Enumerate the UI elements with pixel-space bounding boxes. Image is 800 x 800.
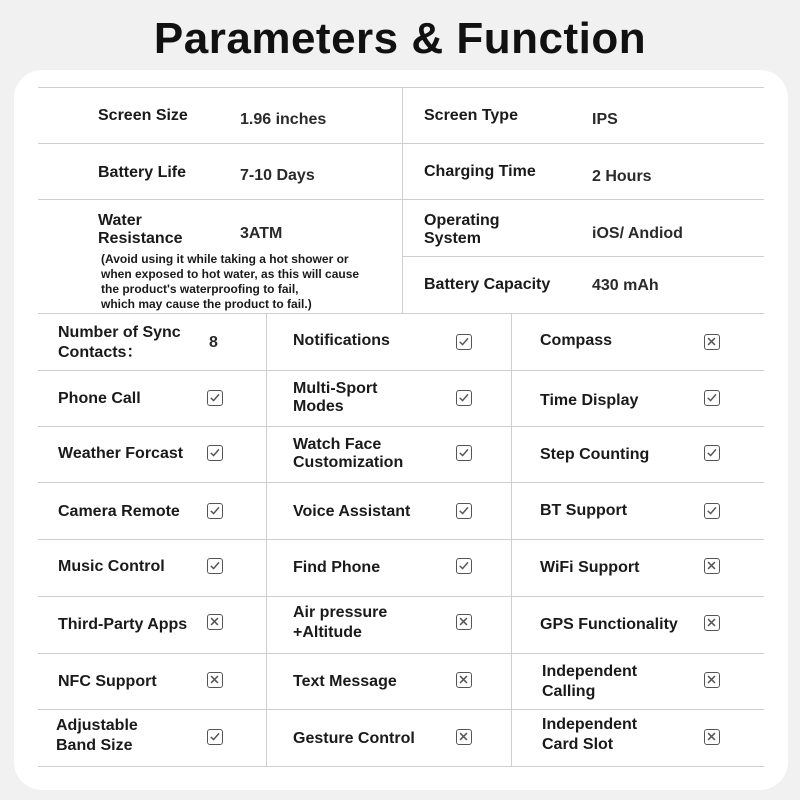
os-value: iOS/ Andiod [592,225,683,242]
checkbox-checked-icon [207,729,223,745]
weather-label: Weather Forcast [58,445,184,462]
multi-sport-label-2: Modes [293,398,344,415]
checkbox-checked-icon [456,390,472,406]
gps-label: GPS Functionality [540,616,678,633]
checkbox-checked-icon [704,390,720,406]
nfc-label: NFC Support [58,673,157,690]
notifications-label: Notifications [293,332,390,349]
sync-contacts-label-2: Contacts： [58,344,143,361]
checkbox-crossed-icon [456,672,472,688]
step-counting-label: Step Counting [540,446,650,463]
os-label-1: Operating [424,212,500,229]
checkbox-crossed-icon [704,615,720,631]
gesture-control-label: Gesture Control [293,730,415,747]
air-pressure-label-2: +Altitude [293,624,362,641]
checkbox-crossed-icon [704,729,720,745]
band-size-label-1: Adjustable [56,717,138,734]
screen-size-label: Screen Size [98,107,188,124]
text-message-label: Text Message [293,673,397,690]
water-note-line: which may cause the product to fail.) [101,297,312,311]
multi-sport-label-1: Multi-Sport [293,380,378,397]
independent-calling-label-1: Independent [542,663,638,680]
water-resistance-label-1: Water [98,212,142,229]
compass-label: Compass [540,332,613,349]
air-pressure-label-1: Air pressure [293,604,388,621]
water-resistance-value: 3ATM [240,225,283,242]
os-label-2: System [424,230,481,247]
watch-face-label-1: Watch Face [293,436,382,453]
screen-type-label: Screen Type [424,107,518,124]
checkbox-checked-icon [456,445,472,461]
sync-contacts-value: 8 [209,334,218,351]
screen-size-value: 1.96 inches [240,111,327,128]
charging-time-value: 2 Hours [592,168,652,185]
independent-calling-label-2: Calling [542,683,596,700]
page-title: Parameters & Function [153,14,647,63]
battery-capacity-label: Battery Capacity [424,276,551,293]
card-slot-label-2: Card Slot [542,736,614,753]
checkbox-crossed-icon [456,614,472,630]
checkbox-checked-icon [456,558,472,574]
checkbox-checked-icon [704,445,720,461]
music-control-label: Music Control [58,558,165,575]
checkbox-checked-icon [207,390,223,406]
third-party-apps-label: Third-Party Apps [58,616,188,633]
checkbox-checked-icon [456,503,472,519]
water-note-line: (Avoid using it while taking a hot shower or [101,252,349,266]
time-display-label: Time Display [540,392,639,409]
checkbox-checked-icon [456,334,472,350]
watch-face-label-2: Customization [293,454,404,471]
battery-life-value: 7-10 Days [240,167,315,184]
battery-capacity-value: 430 mAh [592,277,659,294]
checkbox-crossed-icon [456,729,472,745]
sync-contacts-label-1: Number of Sync [58,324,181,341]
checkbox-checked-icon [207,445,223,461]
checkbox-crossed-icon [704,558,720,574]
water-note-line: when exposed to hot water, as this will cause [101,267,360,281]
battery-life-label: Battery Life [98,164,187,181]
phone-call-label: Phone Call [58,390,141,407]
camera-remote-label: Camera Remote [58,503,180,520]
voice-assistant-label: Voice Assistant [293,503,411,520]
card-slot-label-1: Independent [542,716,638,733]
band-size-label-2: Band Size [56,737,133,754]
charging-time-label: Charging Time [424,163,536,180]
checkbox-checked-icon [207,558,223,574]
water-resistance-label-2: Resistance [98,230,183,247]
checkbox-crossed-icon [704,334,720,350]
screen-type-value: IPS [592,111,618,128]
checkbox-crossed-icon [704,672,720,688]
find-phone-label: Find Phone [293,559,381,576]
checkbox-checked-icon [207,503,223,519]
checkbox-crossed-icon [207,614,223,630]
bt-support-label: BT Support [540,502,628,519]
checkbox-crossed-icon [207,672,223,688]
checkbox-checked-icon [704,503,720,519]
wifi-support-label: WiFi Support [540,559,640,576]
water-note-line: the product's waterproofing to fail, [101,282,299,296]
